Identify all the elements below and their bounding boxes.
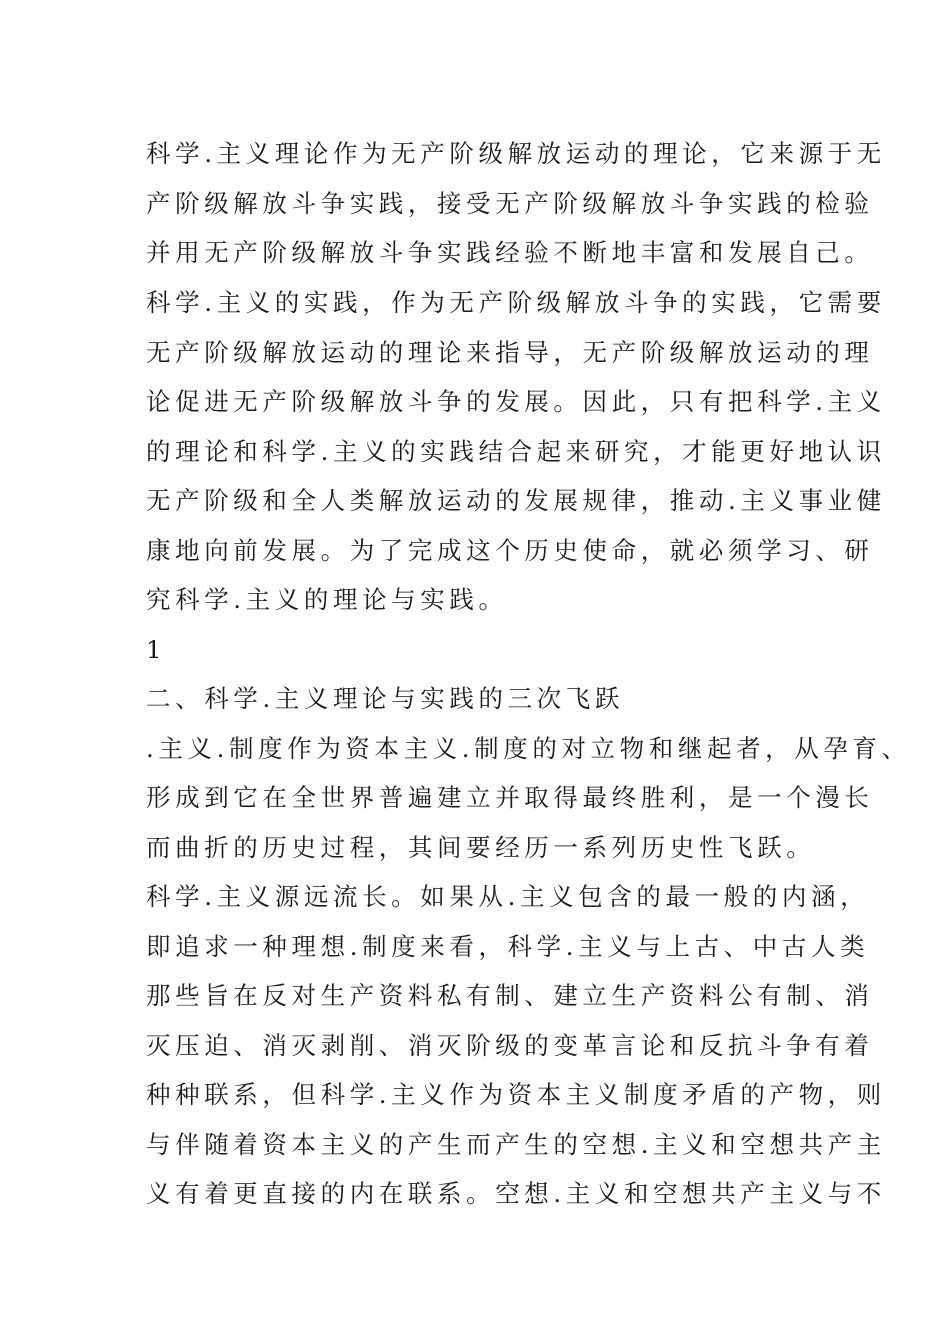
section-heading: 二、科学.主义理论与实践的三次飞跃: [146, 684, 624, 713]
text-line: 义有着更直接的内在联系。空想.主义和空想共产主义与不: [146, 1179, 886, 1208]
page-number: 1: [146, 635, 167, 664]
text-line: 而曲折的历史过程，其间要经历一系列历史性飞跃。: [146, 833, 816, 862]
text-line: 的理论和科学.主义的实践结合起来研究，才能更好地认识: [146, 437, 886, 466]
text-line: 究科学.主义的理论与实践。: [146, 585, 508, 614]
text-line: .主义.制度作为资本主义.制度的对立物和继起者，从孕育、: [146, 734, 911, 763]
text-line: 并用无产阶级解放斗争实践经验不断地丰富和发展自己。: [146, 238, 874, 267]
text-line: 科学.主义理论作为无产阶级解放运动的理论，它来源于无: [146, 139, 886, 168]
text-line: 康地向前发展。为了完成这个历史使命，就必须学习、研: [146, 536, 874, 565]
text-line: 形成到它在全世界普遍建立并取得最终胜利，是一个漫长: [146, 783, 874, 812]
text-line: 科学.主义的实践，作为无产阶级解放斗争的实践，它需要: [146, 288, 886, 317]
text-line: 科学.主义源远流长。如果从.主义包含的最一般的内涵，: [146, 882, 870, 911]
text-line: 论促进无产阶级解放斗争的发展。因此，只有把科学.主义: [146, 387, 886, 416]
text-line: 种种联系，但科学.主义作为资本主义制度矛盾的产物，则: [146, 1080, 886, 1109]
text-line: 即追求一种理想.制度来看，科学.主义与上古、中古人类: [146, 932, 870, 961]
text-line: 那些旨在反对生产资料私有制、建立生产资料公有制、消: [146, 981, 874, 1010]
text-line: 产阶级解放斗争实践，接受无产阶级解放斗争实践的检验: [146, 189, 874, 218]
text-line: 与伴随着资本主义的产生而产生的空想.主义和空想共产主: [146, 1130, 886, 1159]
text-line: 灭压迫、消灭剥削、消灭阶级的变革言论和反抗斗争有着: [146, 1031, 874, 1060]
text-line: 无产阶级和全人类解放运动的发展规律，推动.主义事业健: [146, 486, 886, 515]
text-line: 无产阶级解放运动的理论来指导，无产阶级解放运动的理: [146, 338, 874, 367]
